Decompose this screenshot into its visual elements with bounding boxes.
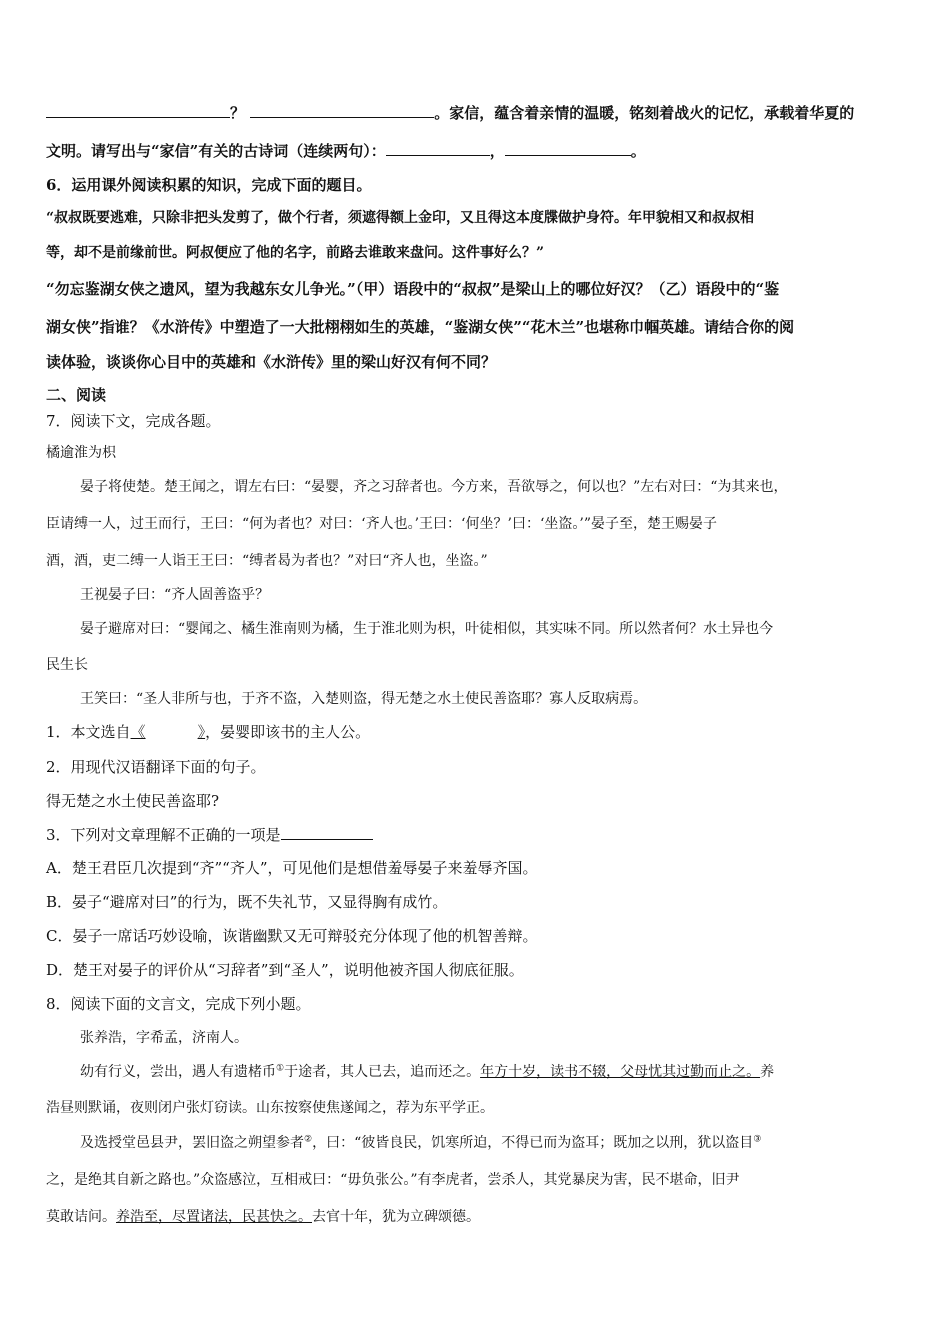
- q7-sub-1: 1．本文选自《 》，晏婴即该书的主人公。: [46, 723, 371, 741]
- passage-p2: 王视晏子曰：“齐人固善盗乎？: [80, 587, 270, 603]
- q6-title: 6．运用课外阅读积累的知识，完成下面的题目。: [46, 176, 372, 194]
- passage-p3-line-1: 晏子避席对曰：“婴闻之、橘生淮南则为橘，生于淮北则为枳，叶徒相似，其实味不同。所以然者何？水土异也今: [80, 621, 774, 637]
- q7-sub-2-sentence: 得无楚之水土使民善盗耶?: [46, 792, 220, 810]
- q6-quote-1-line-1: “叔叔既要逃难，只除非把头发剪了，做个行者，须遮得额上金印，又且得这本度牒做护身符。年甲貌相又和叔叔相: [46, 210, 755, 226]
- q8-p1: 张养浩，字希孟，济南人。: [80, 1030, 248, 1046]
- q7-sub-3: 3．下列对文章理解不正确的一项是: [46, 825, 373, 845]
- q8-title: 8．阅读下面的文言文，完成下列小题。: [46, 995, 311, 1013]
- q5-line-1: ？ 。家信，蕴含着亲情的温暖，铭刻着战火的记忆，承载着华夏的: [46, 103, 854, 123]
- q8-p2-line-2: 浩昼则默诵，夜则闭户张灯窃读。山东按察使焦遂闻之，荐为东平学正。: [46, 1100, 494, 1116]
- q8-p3-line-2: 之，是绝其自新之路也。”众盗感泣，互相戒曰：“毋负张公。”有李虎者，尝杀人，其党暴戾为害，民不堪命，旧尹: [46, 1172, 740, 1188]
- underlined-sentence: 年方十岁，读书不辍，父母忧其过勤而止之。: [480, 1064, 761, 1080]
- q8-p3-line-1: 及选授堂邑县尹，罢旧盗之朔望参者②，曰：“彼皆良民，饥寒所迫，不得已而为盗耳；既加之以刑，犹以盗目③: [80, 1134, 762, 1151]
- q6-quote-2-line-2: 湖女侠”指谁？《水浒传》中塑造了一大批栩栩如生的英雄，“鉴湖女侠”“花木兰”也堪称巾帼英雄。请结合你的阅: [46, 318, 795, 336]
- section-heading: 二、阅读: [46, 386, 107, 404]
- answer-blank[interactable]: [281, 825, 373, 840]
- answer-blank[interactable]: [250, 103, 434, 118]
- passage-p1-line-2: 臣请缚一人，过王而行，王曰：“何为者也？对曰：‘齐人也。’王曰：‘何坐？’曰：‘坐盗。’”晏子至，楚王赐晏子: [46, 516, 718, 532]
- q8-p3-line-3: 莫敢诘问。养浩至，尽置诸法，民甚快之。去官十年，犹为立碑颂德。: [46, 1209, 480, 1225]
- answer-blank[interactable]: [46, 103, 230, 118]
- answer-blank[interactable]: [386, 141, 490, 156]
- option-b[interactable]: B．晏子“避席对曰”的行为，既不失礼节，又显得胸有成竹。: [46, 893, 448, 911]
- q7-title: 7．阅读下文，完成各题。: [46, 412, 221, 430]
- q6-quote-2-line-1: “勿忘鉴湖女侠之遗风，望为我越东女儿争光。”（甲）语段中的“叔叔”是梁山上的哪位好汉？（乙）语段中的“鉴: [46, 280, 780, 298]
- option-c[interactable]: C．晏子一席话巧妙设喻，诙谐幽默又无可辩驳充分体现了他的机智善辩。: [46, 927, 538, 945]
- passage-p1-line-3: 酒，酒，吏二缚一人诣王王曰：“缚者曷为者也？”对曰“齐人也，坐盗。”: [46, 553, 488, 569]
- q7-sub-2: 2．用现代汉语翻译下面的句子。: [46, 758, 266, 776]
- option-a[interactable]: A．楚王君臣几次提到“齐”“齐人”，可见他们是想借羞辱晏子来羞辱齐国。: [46, 859, 538, 877]
- q5-line-2: 文明。请写出与“家信”有关的古诗词（连续两句）： ， 。: [46, 142, 646, 160]
- answer-blank[interactable]: [505, 141, 631, 156]
- passage-title: 橘逾淮为枳: [46, 445, 116, 461]
- underlined-sentence: 养浩至，尽置诸法，民甚快之。: [116, 1209, 312, 1225]
- passage-p4: 王笑曰：“圣人非所与也，于齐不盗，入楚则盗，得无楚之水土使民善盗耶？寡人反取病焉。: [80, 691, 648, 707]
- q8-p2-line-1: 幼有行义，尝出，遇人有遗楮币①于途者，其人已去，追而还之。年方十岁，读书不辍，父母忧其过勤而止之。养: [80, 1063, 775, 1080]
- q6-quote-2-line-3: 读体验，谈谈你心目中的英雄和《水浒传》里的梁山好汉有何不同？: [46, 353, 497, 371]
- passage-p1-line-1: 晏子将使楚。楚王闻之，谓左右曰：“晏婴，齐之习辞者也。今方来，吾欲辱之，何以也？”左右对曰：“为其来也，: [80, 479, 788, 495]
- option-d[interactable]: D．楚王对晏子的评价从“习辞者”到“圣人”，说明他被齐国人彻底征服。: [46, 961, 524, 979]
- book-title-blank[interactable]: [146, 723, 198, 737]
- q6-quote-1-line-2: 等，却不是前缘前世。阿叔便应了他的名字，前路去谁敢来盘问。这件事好么？”: [46, 245, 545, 261]
- passage-p3-line-2: 民生长: [46, 657, 88, 673]
